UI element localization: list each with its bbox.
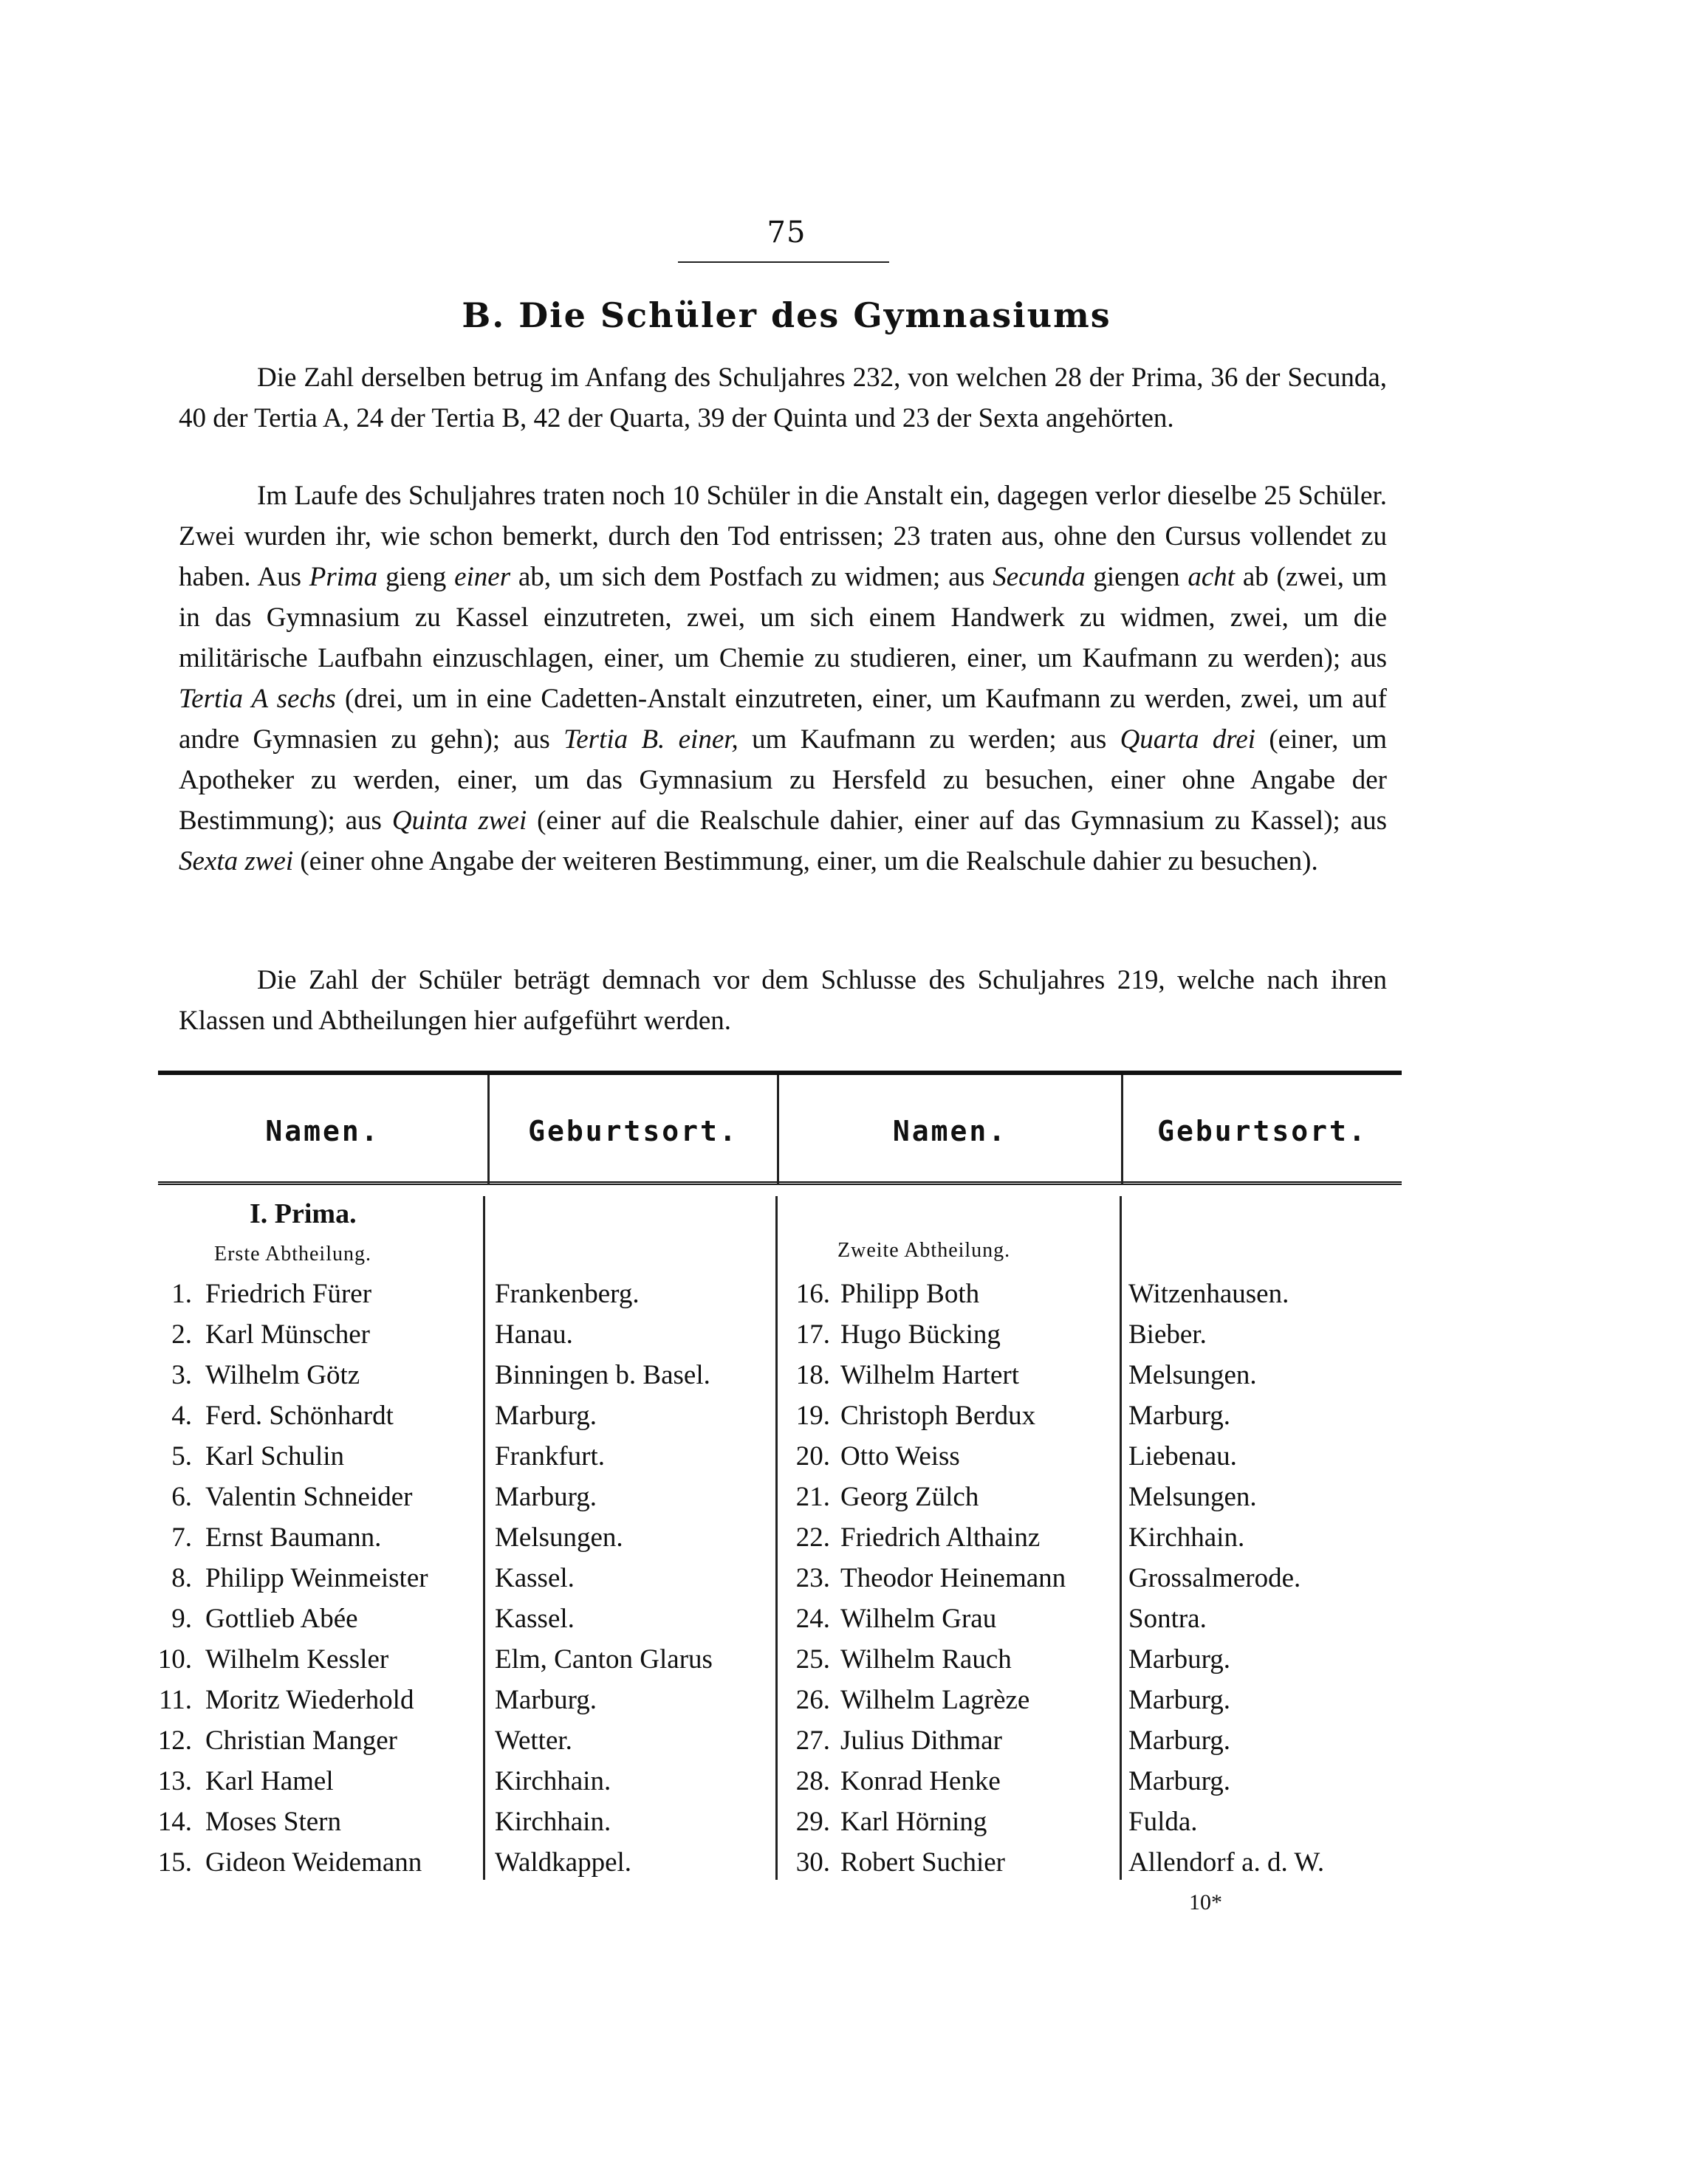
student-name: Valentin Schneider bbox=[205, 1482, 413, 1512]
row-number: 9. bbox=[171, 1604, 192, 1634]
student-name: Karl Hamel bbox=[205, 1766, 334, 1796]
row-number: 14. bbox=[157, 1807, 192, 1837]
student-name: Georg Zülch bbox=[840, 1482, 979, 1512]
student-name: Otto Weiss bbox=[840, 1441, 960, 1472]
birthplace: Marburg. bbox=[495, 1685, 597, 1715]
table-row bbox=[0, 1761, 1402, 1802]
student-name: Gideon Weidemann bbox=[205, 1847, 422, 1878]
birthplace: Marburg. bbox=[1128, 1685, 1231, 1715]
birthplace: Marburg. bbox=[1128, 1766, 1231, 1796]
row-number: 13. bbox=[157, 1766, 192, 1796]
student-name: Ernst Baumann. bbox=[205, 1522, 382, 1553]
student-name: Wilhelm Kessler bbox=[205, 1644, 389, 1675]
row-number: 26. bbox=[795, 1685, 830, 1715]
text-run: um Kaufmann zu werden; aus bbox=[738, 724, 1120, 755]
text-run: (einer, um Apotheker zu werden, einer, um das Gymnasium zu Hersfeld zu besuchen, einer ohne Angabe der Bestimmung); aus bbox=[179, 724, 1387, 836]
row-number: 24. bbox=[795, 1604, 830, 1634]
birthplace: Melsungen. bbox=[495, 1522, 623, 1553]
text-run: (einer ohne Angabe der weiteren Bestimmung, einer, um die Realschule dahier zu besuchen). bbox=[293, 846, 1318, 876]
student-name: Konrad Henke bbox=[840, 1766, 1001, 1796]
row-number: 29. bbox=[795, 1807, 830, 1837]
row-number: 19. bbox=[795, 1401, 830, 1431]
row-number: 22. bbox=[795, 1522, 830, 1553]
table-header-rule bbox=[158, 1181, 1402, 1188]
italic-run: acht bbox=[1188, 562, 1236, 592]
row-number: 28. bbox=[795, 1766, 830, 1796]
birthplace: Kirchhain. bbox=[495, 1807, 611, 1837]
birthplace: Liebenau. bbox=[1128, 1441, 1237, 1472]
row-number: 10. bbox=[157, 1644, 192, 1675]
birthplace: Bieber. bbox=[1128, 1319, 1207, 1350]
text-run: (einer auf die Realschule dahier, einer auf das Gymnasium zu Kassel); aus bbox=[527, 806, 1387, 836]
birthplace: Kirchhain. bbox=[1128, 1522, 1245, 1553]
text-run: ab, um sich dem Postfach zu widmen; aus bbox=[510, 562, 993, 592]
birthplace: Marburg. bbox=[495, 1482, 597, 1512]
student-name: Moritz Wiederhold bbox=[205, 1685, 414, 1715]
header-names-right: Namen. bbox=[892, 1115, 1008, 1147]
student-name: Wilhelm Rauch bbox=[840, 1644, 1012, 1675]
birthplace: Melsungen. bbox=[1128, 1360, 1257, 1390]
birthplace: Binningen b. Basel. bbox=[495, 1360, 710, 1390]
student-name: Wilhelm Götz bbox=[205, 1360, 360, 1390]
italic-run: Secunda bbox=[993, 562, 1086, 592]
class-title: I. Prima. bbox=[250, 1198, 357, 1229]
header-birthplace-right: Geburtsort. bbox=[1157, 1115, 1368, 1147]
student-name: Friedrich Althainz bbox=[840, 1522, 1041, 1553]
table-row bbox=[0, 1355, 1402, 1395]
birthplace: Marburg. bbox=[1128, 1401, 1231, 1431]
table-row bbox=[0, 1558, 1402, 1598]
student-name: Friedrich Fürer bbox=[205, 1279, 372, 1309]
student-name: Gottlieb Abée bbox=[205, 1604, 358, 1634]
table-row bbox=[0, 1802, 1402, 1842]
text-run: (drei, um in eine Cadetten-Anstalt einzutreten, einer, um Kaufmann zu werden, zwei, um auf andre Gymnasien zu gehn); aus bbox=[179, 684, 1387, 755]
text-run: Im Laufe des Schuljahres traten noch 10 Schüler in die Anstalt ein, dagegen verlor dieselbe 25 Schüler. Zwei wurden ihr, wie schon bemerkt, durch den Tod entrissen; 23 traten aus, ohne den Cursus vollendet zu haben. Aus bbox=[179, 481, 1387, 592]
row-number: 25. bbox=[795, 1644, 830, 1675]
row-number: 6. bbox=[171, 1482, 192, 1512]
departures-paragraph bbox=[179, 475, 1387, 882]
student-name: Christoph Berdux bbox=[840, 1401, 1036, 1431]
section-title: B. Die Schüler des Gymnasiums bbox=[462, 295, 1111, 335]
summary-paragraph: Die Zahl der Schüler beträgt demnach vor dem Schlusse des Schuljahres 219, welche nach ihren Klassen und Abtheilungen hier aufgeführt werden. bbox=[179, 965, 1387, 1036]
birthplace: Allendorf a. d. W. bbox=[1128, 1847, 1325, 1878]
birthplace: Grossalmerode. bbox=[1128, 1563, 1301, 1593]
table-top-rule bbox=[158, 1071, 1402, 1075]
student-name: Julius Dithmar bbox=[840, 1725, 1002, 1756]
row-number: 4. bbox=[171, 1401, 192, 1431]
row-number: 15. bbox=[157, 1847, 192, 1878]
row-number: 17. bbox=[795, 1319, 830, 1350]
student-name: Christian Manger bbox=[205, 1725, 397, 1756]
student-name: Moses Stern bbox=[205, 1807, 341, 1837]
row-number: 23. bbox=[795, 1563, 830, 1593]
student-name: Ferd. Schönhardt bbox=[205, 1401, 394, 1431]
birthplace: Kassel. bbox=[495, 1563, 575, 1593]
row-number: 30. bbox=[795, 1847, 830, 1878]
student-name: Hugo Bücking bbox=[840, 1319, 1001, 1350]
table-row bbox=[0, 1680, 1402, 1720]
text-run: giengen bbox=[1085, 562, 1188, 592]
division-left: Erste Abtheilung. bbox=[214, 1243, 371, 1266]
table-row bbox=[0, 1517, 1402, 1558]
row-number: 1. bbox=[171, 1279, 192, 1309]
row-number: 21. bbox=[795, 1482, 830, 1512]
birthplace: Elm, Canton Glarus bbox=[495, 1644, 713, 1675]
header-names-left: Namen. bbox=[265, 1115, 380, 1147]
student-name: Philipp Weinmeister bbox=[205, 1563, 428, 1593]
birthplace: Fulda. bbox=[1128, 1807, 1198, 1837]
page-number-rule bbox=[678, 261, 889, 263]
row-number: 11. bbox=[159, 1685, 192, 1715]
birthplace: Marburg. bbox=[495, 1401, 597, 1431]
student-name: Karl Münscher bbox=[205, 1319, 370, 1350]
birthplace: Marburg. bbox=[1128, 1644, 1231, 1675]
intro-paragraph: Die Zahl derselben betrug im Anfang des Schuljahres 232, von welchen 28 der Prima, 36 der Secunda, 40 der Tertia A, 24 der Tertia B, 42 der Quarta, 39 der Quinta und 23 der Sexta angehörten. bbox=[179, 363, 1387, 433]
row-number: 8. bbox=[171, 1563, 192, 1593]
birthplace: Kirchhain. bbox=[495, 1766, 611, 1796]
table-row bbox=[0, 1436, 1402, 1477]
italic-run: einer bbox=[454, 562, 511, 592]
birthplace: Kassel. bbox=[495, 1604, 575, 1634]
italic-run: Sexta zwei bbox=[179, 846, 294, 876]
table-row bbox=[0, 1720, 1402, 1761]
birthplace: Marburg. bbox=[1128, 1725, 1231, 1756]
italic-run: Prima bbox=[309, 562, 378, 592]
birthplace: Frankenberg. bbox=[495, 1279, 640, 1309]
italic-run: Quarta drei bbox=[1120, 724, 1256, 755]
table-row bbox=[0, 1598, 1402, 1639]
student-name: Karl Hörning bbox=[840, 1807, 987, 1837]
birthplace: Waldkappel. bbox=[495, 1847, 632, 1878]
text-run: ab (zwei, um in das Gymnasium zu Kassel einzutreten, zwei, um sich einem Handwerk zu widmen, zwei, um die militärische Laufbahn einzuschlagen, einer, um Chemie zu studieren, einer, um Kaufmann zu werden); aus bbox=[179, 562, 1388, 673]
table-row bbox=[0, 1395, 1402, 1436]
page-number: 75 bbox=[767, 216, 806, 250]
student-name: Karl Schulin bbox=[205, 1441, 345, 1472]
birthplace: Melsungen. bbox=[1128, 1482, 1257, 1512]
division-right: Zweite Abtheilung. bbox=[837, 1239, 1011, 1262]
row-number: 5. bbox=[171, 1441, 192, 1472]
student-name: Wilhelm Lagrèze bbox=[840, 1685, 1030, 1715]
table-row bbox=[0, 1314, 1402, 1355]
header-birthplace-left: Geburtsort. bbox=[528, 1115, 739, 1147]
right-student-list bbox=[0, 1274, 1402, 1883]
birthplace: Sontra. bbox=[1128, 1604, 1207, 1634]
row-number: 16. bbox=[795, 1279, 830, 1309]
row-number: 20. bbox=[795, 1441, 830, 1472]
row-number: 2. bbox=[171, 1319, 192, 1350]
table-row bbox=[0, 1639, 1402, 1680]
text-run: gieng bbox=[377, 562, 455, 592]
row-number: 12. bbox=[157, 1725, 192, 1756]
italic-run: Tertia A sechs bbox=[179, 684, 336, 714]
birthplace: Wetter. bbox=[495, 1725, 572, 1756]
student-name: Philipp Both bbox=[840, 1279, 980, 1309]
table-row bbox=[0, 1477, 1402, 1517]
table-row bbox=[0, 1842, 1402, 1883]
student-name: Wilhelm Hartert bbox=[840, 1360, 1019, 1390]
row-number: 3. bbox=[171, 1360, 192, 1390]
table-row bbox=[0, 1274, 1402, 1314]
birthplace: Hanau. bbox=[495, 1319, 573, 1350]
row-number: 27. bbox=[795, 1725, 830, 1756]
italic-run: Quinta zwei bbox=[391, 806, 527, 836]
student-name: Wilhelm Grau bbox=[840, 1604, 997, 1634]
italic-run: Tertia B. einer, bbox=[563, 724, 739, 755]
student-name: Robert Suchier bbox=[840, 1847, 1005, 1878]
student-name: Theodor Heinemann bbox=[840, 1563, 1066, 1593]
row-number: 18. bbox=[795, 1360, 830, 1390]
birthplace: Witzenhausen. bbox=[1128, 1279, 1289, 1309]
birthplace: Frankfurt. bbox=[495, 1441, 605, 1472]
row-number: 7. bbox=[171, 1522, 192, 1553]
signature-mark: 10* bbox=[1189, 1890, 1222, 1915]
